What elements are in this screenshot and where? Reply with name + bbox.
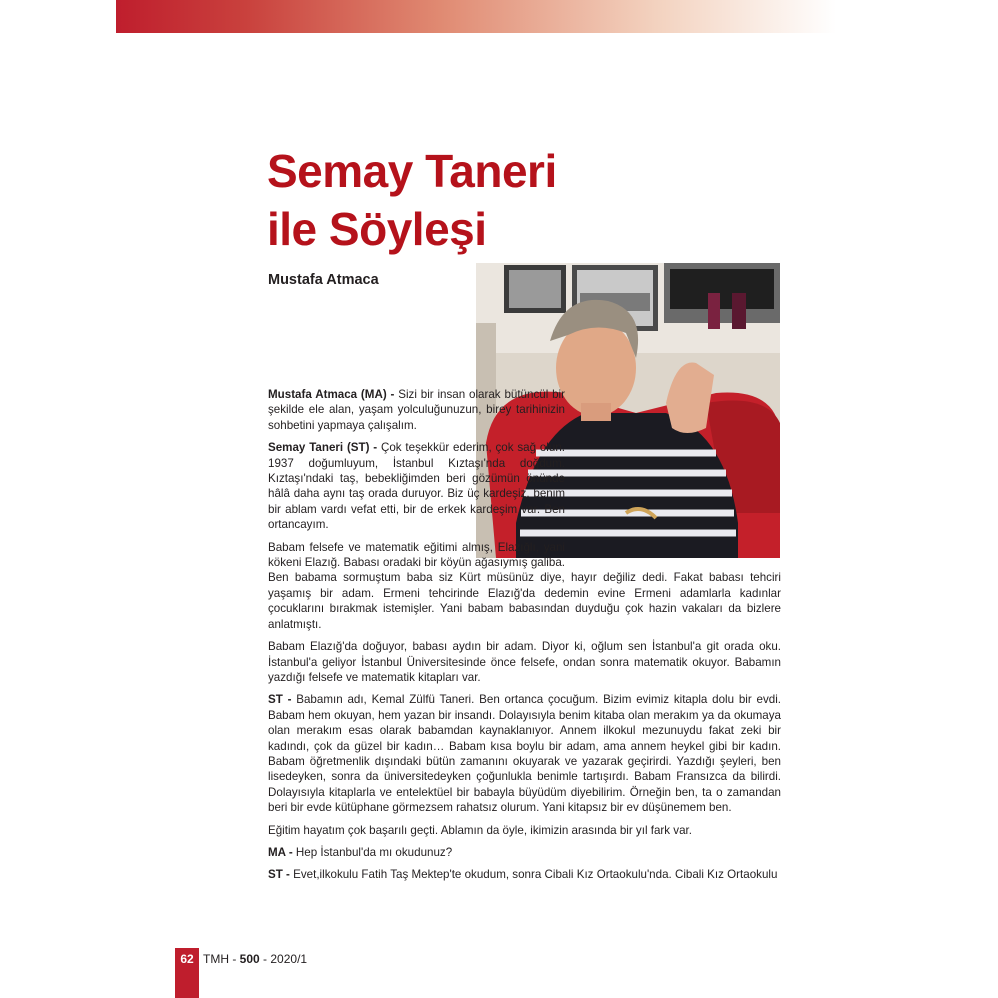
paragraph — [268, 639, 781, 685]
speaker-label: ST - — [268, 693, 297, 707]
paragraph-text: Hep İstanbul'da mı okudunuz? — [295, 845, 453, 859]
header-color-band — [116, 0, 836, 33]
paragraph-text: Çok teşekkür ederim, çok sağ olun. 1937 doğumluyum, İstanbul Kıztaşı'nda doğdum. Kıztaşı'ndaki taş, bebekliğimden beri gözümün önünde hâlâ daha aynı taş orada duruyor. Biz üç kardeşiz, benim bir ablam vardı vefat etti, bir de erkek kardeşim var. Ben ortancayım. — [268, 441, 565, 532]
speaker-label: Mustafa Atmaca (MA) - — [268, 388, 399, 401]
page-number: 62 — [180, 952, 194, 966]
photo-wrap-spacer — [565, 387, 781, 561]
journal-year: 2020/1 — [270, 952, 308, 966]
journal-separator: - — [259, 952, 271, 966]
journal-reference — [203, 952, 307, 966]
title-line-2: ile Söyleşi — [267, 203, 487, 255]
author-name: Mustafa Atmaca — [268, 272, 379, 288]
paragraph — [268, 692, 781, 815]
speaker-label: ST - — [268, 868, 294, 882]
journal-separator: - — [229, 952, 240, 966]
paragraph-text: Eğitim hayatım çok başarılı geçti. Ablamın da öyle, ikimizin arasında bir yıl fark var. — [268, 823, 692, 837]
paragraph-text: Evet,ilkokulu Fatih Taş Mektep'te okudum, sonra Cibali Kız Ortaokulu'nda. Cibali Kız Ortaokulu — [293, 868, 778, 882]
paragraph — [268, 823, 781, 838]
paragraph-text: Babam Elazığ'da doğuyor, babası aydın bir adam. Diyor ki, oğlum sen İstanbul'a git orada oku. İstanbul'a geliyor İstanbul Üniversitesinde önce felsefe, ondan sonra matematik okuyor. Babamın yazdığı felsefe ve matematik kitapları var. — [268, 640, 781, 684]
paragraph — [268, 867, 781, 882]
paragraph-text: Babam felsefe ve matematik eğitimi almış, Elazığlı, yani kökeni Elazığ. Babası oradaki bir köyün ağasıymış galiba. Ben babama sormuştum baba siz Kürt müsünüz diye, hayır değiliz dedi. Fakat babası tehciri yaşamış bir adam. Ermeni tehcirinde Elazığ'da dedemin evine Ermeni adamlarla kadınlar çocuklarını bırakmak istemişler. Yani babam babasından duyduğu çok hazin vakaları da bizlere anlatmıştı. — [268, 540, 781, 631]
paragraph — [268, 845, 781, 860]
speaker-label: Semay Taneri (ST) - — [268, 441, 381, 455]
title-line-1: Semay Taneri — [267, 145, 557, 197]
paragraph-text: Babamın adı, Kemal Zülfü Taneri. Ben ortanca çocuğum. Bizim evimiz kitapla dolu bir evdi. Babam hem okuyan, hem yazan bir insandı. Dolayısıyla benim kitaba olan merakım ya da okumaya olan merakım esas olarak babamdan kaynaklanıyor. Annem ilkokul mezunuydu fakat zeki bir kadındı, çok da güzel bir kadın… Babam kısa boylu bir adam, ama annem heykel gibi bir kadın. Babam öğretmenlik dışındaki bütün zamanını okuyarak ve yazarak geçirirdi. Yazdığı şeyleri, ben lisedeyken, sonra da üniversitedeyken çoğunlukla benimle tartışırdı. Babam Fransızca da bilirdi. Dolayısıyla kitaplarla ve entelektüel bir babayla büyüdüm diyebilirim. Örneğin ben, ta o zamandan beri bir evde kütüphane görmezsem rahatsız olurum. Yani kitapsız bir ev düşünemem ben. — [268, 693, 781, 815]
journal-issue: 500 — [239, 952, 260, 966]
journal-name: TMH — [203, 952, 229, 966]
article-body — [268, 387, 781, 890]
speaker-label: MA - — [268, 845, 296, 859]
article-title — [267, 142, 557, 258]
paragraph-text: Sizi bir insan olarak bütüncül bir şekilde ele alan, yaşam yolculuğunuzun, birey tarihinizin sohbetini yapmaya çalışalım. — [268, 388, 565, 432]
